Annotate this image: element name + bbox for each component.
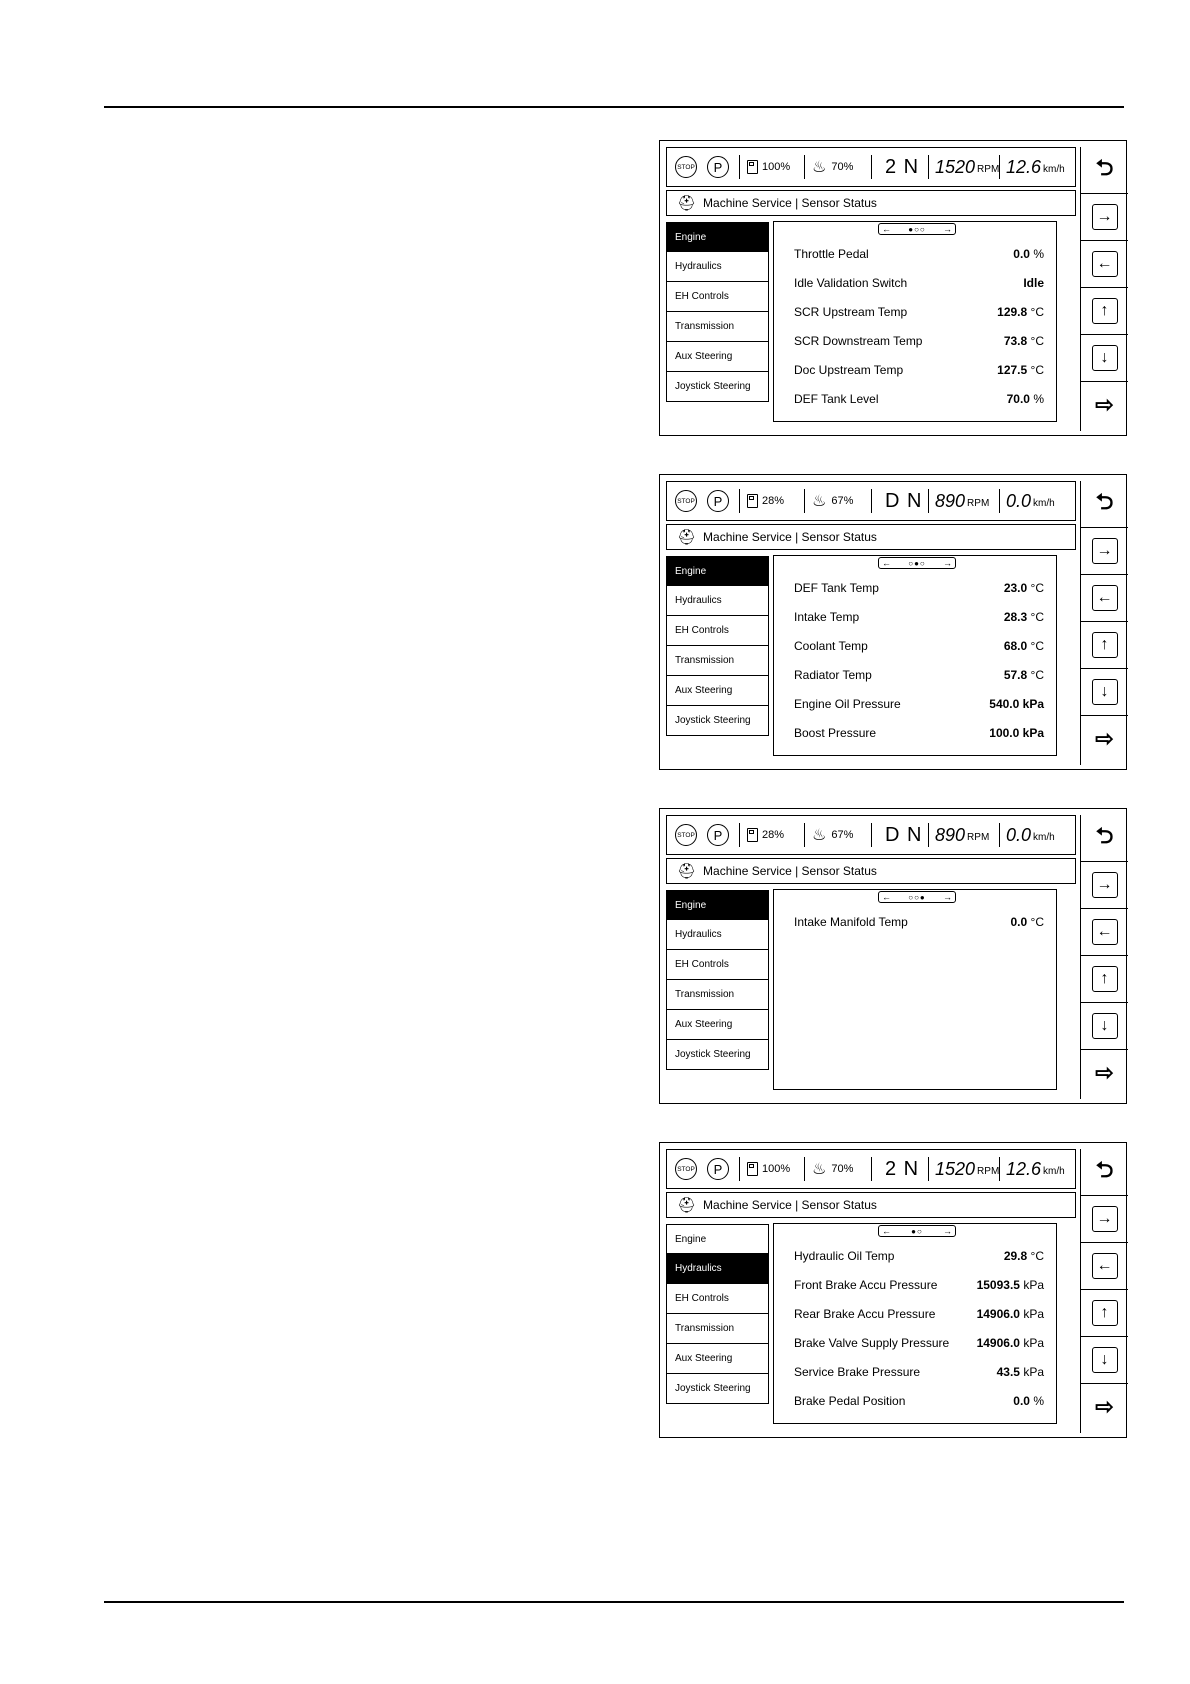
stop-icon: STOP (675, 490, 697, 512)
menu-item[interactable]: Joystick Steering (666, 1374, 769, 1404)
pager-right-icon: → (943, 224, 952, 234)
def-icon: ♨ (812, 1161, 827, 1178)
pager-left-icon: ← (882, 1226, 891, 1236)
divider (999, 823, 1000, 847)
sensor-value-wrap (989, 697, 1044, 711)
sensor-value: 15093.5 (976, 1277, 1020, 1292)
arrow-left-button[interactable] (1081, 909, 1128, 956)
sensor-value-wrap (1013, 1394, 1044, 1408)
service-icon: ⛑ (677, 195, 697, 212)
sensor-unit: °C (1030, 1248, 1044, 1263)
sensor-row (794, 689, 1044, 718)
rpm-unit: RPM (977, 163, 1000, 175)
divider (871, 489, 872, 513)
rpm-value: 1520 (935, 156, 976, 177)
menu-item[interactable]: Aux Steering (666, 1344, 769, 1374)
title-bar (666, 190, 1076, 216)
sensor-label: DEF Tank Temp (794, 580, 879, 595)
sensor-value: 23.0 (1003, 580, 1028, 595)
enter-button[interactable] (1081, 1050, 1128, 1096)
menu-item[interactable]: Aux Steering (666, 1010, 769, 1040)
fuel-level (747, 148, 790, 186)
sensor-row (794, 1386, 1044, 1415)
engine-rpm (935, 482, 989, 520)
sensor-list (794, 239, 1044, 413)
def-value: 67% (831, 829, 854, 841)
menu-item[interactable]: Joystick Steering (666, 372, 769, 402)
divider (928, 155, 929, 179)
menu-item[interactable]: Engine (666, 1224, 769, 1254)
fuel-level (747, 816, 784, 854)
sensor-label: Radiator Temp (794, 667, 872, 682)
engine-rpm (935, 816, 989, 854)
arrow-down-icon: ↓ (1092, 1013, 1118, 1039)
arrow-right-button[interactable] (1081, 194, 1128, 241)
sensor-value-wrap (1004, 1249, 1044, 1263)
sensor-row (794, 355, 1044, 384)
fuel-value: 28% (762, 495, 785, 507)
category-menu (666, 890, 769, 1070)
sensor-value: 540.0 kPa (989, 696, 1044, 711)
service-icon: ⛑ (677, 1197, 697, 1214)
navigation-buttons (1080, 815, 1128, 1099)
gear-indicator: D N (885, 823, 923, 846)
sensor-label: DEF Tank Level (794, 391, 879, 406)
def-icon: ♨ (812, 827, 827, 844)
menu-item[interactable]: Transmission (666, 646, 769, 676)
back-button[interactable] (1081, 481, 1128, 528)
sensor-unit: kPa (1023, 1306, 1044, 1321)
menu-item[interactable]: EH Controls (666, 616, 769, 646)
sensor-unit: °C (1030, 609, 1044, 624)
sensor-value-wrap (997, 1365, 1044, 1379)
arrow-up-icon: ↑ (1092, 298, 1118, 324)
speed-unit: km/h (1033, 831, 1055, 843)
speed-value: 12.6 (1006, 156, 1042, 177)
sensor-value-wrap (977, 1307, 1044, 1321)
divider (928, 823, 929, 847)
pager-dots: ●○ (911, 1226, 923, 1236)
menu-item[interactable]: Aux Steering (666, 342, 769, 372)
fuel-icon (747, 160, 758, 174)
enter-button[interactable] (1081, 1384, 1128, 1430)
fuel-icon (747, 828, 758, 842)
speed-unit: km/h (1043, 1165, 1065, 1177)
arrow-left-icon: ← (1092, 251, 1118, 277)
sensor-value: 68.0 (1003, 638, 1028, 653)
arrow-up-icon: ↑ (1092, 966, 1118, 992)
def-level (812, 148, 853, 186)
arrow-down-icon: ↓ (1092, 1347, 1118, 1373)
sensor-panel (773, 1223, 1057, 1424)
fuel-value: 100% (762, 1163, 791, 1175)
sensor-value: 14906.0 (976, 1335, 1020, 1350)
back-button[interactable] (1081, 1149, 1128, 1196)
sensor-value-wrap (1011, 915, 1045, 929)
status-bar (666, 1149, 1076, 1189)
engine-rpm (935, 148, 999, 186)
parking-brake-icon: P (707, 1158, 729, 1180)
arrow-left-icon: ← (1092, 585, 1118, 611)
def-icon: ♨ (812, 159, 827, 176)
sensor-label: Throttle Pedal (794, 246, 869, 261)
enter-icon: ⇨ (1095, 726, 1114, 751)
sensor-status-screen (659, 808, 1127, 1104)
sensor-unit: kPa (1023, 1277, 1044, 1292)
back-icon: ⮌ (1095, 489, 1114, 514)
sensor-unit: kPa (1023, 1335, 1044, 1350)
sensor-label: Rear Brake Accu Pressure (794, 1306, 936, 1321)
sensor-list (794, 573, 1044, 747)
arrow-left-icon: ← (1092, 919, 1118, 945)
sensor-status-screen (659, 474, 1127, 770)
pager-left-icon: ← (882, 558, 891, 568)
sensor-unit: % (1033, 391, 1044, 406)
sensor-value: 73.8 (1003, 333, 1028, 348)
menu-item[interactable]: EH Controls (666, 282, 769, 312)
sensor-value-wrap (977, 1336, 1044, 1350)
title-bar (666, 1192, 1076, 1218)
status-bar (666, 481, 1076, 521)
arrow-down-button[interactable] (1081, 1003, 1128, 1050)
sensor-unit: °C (1030, 667, 1044, 682)
def-value: 70% (831, 1163, 854, 1175)
divider (804, 489, 805, 513)
menu-item[interactable]: Engine (666, 890, 769, 920)
def-value: 67% (831, 495, 854, 507)
sensor-unit: °C (1030, 638, 1044, 653)
arrow-left-button[interactable] (1081, 241, 1128, 288)
fuel-value: 28% (762, 829, 785, 841)
def-icon: ♨ (812, 493, 827, 510)
category-menu (666, 222, 769, 402)
menu-item[interactable]: Engine (666, 556, 769, 586)
page-indicator[interactable] (878, 557, 956, 569)
sensor-row (794, 718, 1044, 747)
sensor-unit: °C (1030, 914, 1044, 929)
arrow-right-icon: → (1092, 872, 1118, 898)
divider (928, 489, 929, 513)
def-level (812, 482, 853, 520)
menu-item[interactable]: Hydraulics (666, 586, 769, 616)
sensor-value: 14906.0 (976, 1306, 1020, 1321)
speed-value: 0.0 (1006, 490, 1032, 511)
sensor-label: Hydraulic Oil Temp (794, 1248, 895, 1263)
arrow-right-button[interactable] (1081, 1196, 1128, 1243)
category-menu (666, 1224, 769, 1404)
arrow-left-button[interactable] (1081, 1243, 1128, 1290)
back-icon: ⮌ (1095, 155, 1114, 180)
arrow-left-icon: ← (1092, 1253, 1118, 1279)
sensor-list (794, 907, 1044, 936)
arrow-up-icon: ↑ (1092, 1300, 1118, 1326)
page-indicator[interactable] (878, 891, 956, 903)
divider (999, 489, 1000, 513)
menu-item[interactable]: Transmission (666, 312, 769, 342)
divider (871, 155, 872, 179)
sensor-value: 0.0 (1010, 914, 1028, 929)
sensor-value: 57.8 (1003, 667, 1028, 682)
sensor-label: Coolant Temp (794, 638, 868, 653)
rpm-value: 890 (935, 824, 966, 845)
divider (871, 823, 872, 847)
sensor-value-wrap (1023, 276, 1044, 290)
pager-right-icon: → (943, 558, 952, 568)
sensor-unit: % (1033, 1393, 1044, 1408)
engine-rpm (935, 1150, 999, 1188)
divider (804, 823, 805, 847)
status-bar (666, 815, 1076, 855)
sensor-row (794, 573, 1044, 602)
menu-item[interactable]: EH Controls (666, 1284, 769, 1314)
sensor-value: 0.0 (1013, 246, 1030, 261)
menu-item[interactable]: Hydraulics (666, 920, 769, 950)
def-level (812, 816, 853, 854)
parking-brake-icon: P (707, 824, 729, 846)
sensor-unit: °C (1030, 580, 1044, 595)
speed-value: 0.0 (1006, 824, 1032, 845)
sensor-unit: kPa (1023, 1364, 1044, 1379)
sensor-row (794, 1357, 1044, 1386)
menu-item[interactable]: Transmission (666, 1314, 769, 1344)
ground-speed (1006, 148, 1065, 186)
pager-left-icon: ← (882, 224, 891, 234)
sensor-value: 28.3 (1003, 609, 1028, 624)
speed-unit: km/h (1043, 163, 1065, 175)
menu-item[interactable]: EH Controls (666, 950, 769, 980)
enter-icon: ⇨ (1095, 1394, 1114, 1419)
gear-indicator: D N (885, 489, 923, 512)
back-button[interactable] (1081, 147, 1128, 194)
sensor-value: 29.8 (1003, 1248, 1028, 1263)
page-title: Machine Service | Sensor Status (703, 864, 877, 878)
sensor-value: Idle (1023, 275, 1044, 290)
menu-item[interactable]: Aux Steering (666, 676, 769, 706)
fuel-icon (747, 494, 758, 508)
sensor-value-wrap (1004, 668, 1044, 682)
sensor-label: Brake Pedal Position (794, 1393, 906, 1408)
arrow-down-icon: ↓ (1092, 345, 1118, 371)
gear-indicator: 2 N (885, 1157, 920, 1180)
sensor-unit: °C (1030, 333, 1044, 348)
back-icon: ⮌ (1095, 1157, 1114, 1182)
navigation-buttons (1080, 147, 1128, 431)
pager-right-icon: → (943, 892, 952, 902)
status-bar (666, 147, 1076, 187)
sensor-row (794, 631, 1044, 660)
pager-dots: ○●○ (908, 558, 926, 568)
sensor-value-wrap (1007, 392, 1044, 406)
back-button[interactable] (1081, 815, 1128, 862)
footer-rule (104, 1601, 1124, 1603)
navigation-buttons (1080, 481, 1128, 765)
sensor-value-wrap (1013, 247, 1044, 261)
arrow-down-button[interactable] (1081, 335, 1128, 382)
sensor-value-wrap (997, 305, 1044, 319)
enter-button[interactable] (1081, 382, 1128, 428)
parking-brake-icon: P (707, 490, 729, 512)
arrow-up-button[interactable] (1081, 956, 1128, 1003)
service-icon: ⛑ (677, 529, 697, 546)
ground-speed (1006, 482, 1055, 520)
arrow-up-button[interactable] (1081, 622, 1128, 669)
speed-value: 12.6 (1006, 1158, 1042, 1179)
menu-item[interactable]: Transmission (666, 980, 769, 1010)
divider (999, 1157, 1000, 1181)
stop-icon: STOP (675, 1158, 697, 1180)
fuel-level (747, 482, 784, 520)
page-title: Machine Service | Sensor Status (703, 1198, 877, 1212)
fuel-value: 100% (762, 161, 791, 173)
page-title: Machine Service | Sensor Status (703, 196, 877, 210)
speed-unit: km/h (1033, 497, 1055, 509)
rpm-value: 1520 (935, 1158, 976, 1179)
sensor-status-screen (659, 1142, 1127, 1438)
divider (739, 1157, 740, 1181)
sensor-row (794, 326, 1044, 355)
sensor-row (794, 239, 1044, 268)
sensor-row (794, 1270, 1044, 1299)
gear-indicator: 2 N (885, 155, 920, 178)
menu-item[interactable]: Hydraulics (666, 252, 769, 282)
sensor-value-wrap (997, 363, 1044, 377)
stop-icon: STOP (675, 824, 697, 846)
sensor-value: 129.8 (997, 304, 1028, 319)
divider (804, 1157, 805, 1181)
sensor-value-wrap (989, 726, 1044, 740)
sensor-label: Front Brake Accu Pressure (794, 1277, 938, 1292)
arrow-right-icon: → (1092, 538, 1118, 564)
sensor-label: Doc Upstream Temp (794, 362, 904, 377)
sensor-row (794, 384, 1044, 413)
arrow-right-button[interactable] (1081, 528, 1128, 575)
sensor-unit: °C (1030, 304, 1044, 319)
sensor-row (794, 602, 1044, 631)
sensor-value: 0.0 (1013, 1393, 1030, 1408)
rpm-unit: RPM (967, 497, 990, 509)
pager-dots: ○○● (908, 892, 926, 902)
sensor-value-wrap (1004, 610, 1044, 624)
divider (739, 155, 740, 179)
def-level (812, 1150, 853, 1188)
ground-speed (1006, 1150, 1065, 1188)
menu-item[interactable]: Engine (666, 222, 769, 252)
menu-item[interactable]: Joystick Steering (666, 1040, 769, 1070)
arrow-right-icon: → (1092, 204, 1118, 230)
arrow-up-button[interactable] (1081, 1290, 1128, 1337)
sensor-label: Intake Manifold Temp (794, 914, 908, 929)
sensor-panel (773, 221, 1057, 422)
arrow-down-icon: ↓ (1092, 679, 1118, 705)
sensor-unit: % (1033, 246, 1044, 261)
stop-icon: STOP (675, 156, 697, 178)
sensor-row (794, 1241, 1044, 1270)
page-title: Machine Service | Sensor Status (703, 530, 877, 544)
page-indicator[interactable] (878, 1225, 956, 1237)
sensor-value-wrap (1004, 639, 1044, 653)
ground-speed (1006, 816, 1055, 854)
menu-item[interactable]: Hydraulics (666, 1254, 769, 1284)
sensor-status-screen (659, 140, 1127, 436)
rpm-unit: RPM (977, 1165, 1000, 1177)
sensor-label: Engine Oil Pressure (794, 696, 901, 711)
sensor-list (794, 1241, 1044, 1415)
fuel-level (747, 1150, 790, 1188)
sensor-value-wrap (1004, 334, 1044, 348)
back-icon: ⮌ (1095, 823, 1114, 848)
parking-brake-icon: P (707, 156, 729, 178)
sensor-value: 70.0 (1006, 391, 1030, 406)
rpm-unit: RPM (967, 831, 990, 843)
sensor-panel (773, 889, 1057, 1090)
sensor-row (794, 1299, 1044, 1328)
divider (999, 155, 1000, 179)
sensor-row (794, 1328, 1044, 1357)
arrow-down-button[interactable] (1081, 1337, 1128, 1384)
sensor-row (794, 907, 1044, 936)
sensor-row (794, 268, 1044, 297)
sensor-label: SCR Downstream Temp (794, 333, 923, 348)
arrow-right-icon: → (1092, 1206, 1118, 1232)
menu-item[interactable]: Joystick Steering (666, 706, 769, 736)
arrow-down-button[interactable] (1081, 669, 1128, 716)
title-bar (666, 858, 1076, 884)
header-rule (104, 106, 1124, 108)
sensor-value-wrap (1004, 581, 1044, 595)
page-indicator[interactable] (878, 223, 956, 235)
divider (804, 155, 805, 179)
sensor-label: Brake Valve Supply Pressure (794, 1335, 950, 1350)
arrow-up-button[interactable] (1081, 288, 1128, 335)
rpm-value: 890 (935, 490, 966, 511)
category-menu (666, 556, 769, 736)
sensor-label: Boost Pressure (794, 725, 877, 740)
enter-icon: ⇨ (1095, 392, 1114, 417)
pager-left-icon: ← (882, 892, 891, 902)
sensor-value-wrap (977, 1278, 1044, 1292)
sensor-label: SCR Upstream Temp (794, 304, 908, 319)
def-value: 70% (831, 161, 854, 173)
sensor-value: 100.0 kPa (989, 725, 1044, 740)
pager-right-icon: → (942, 1226, 952, 1236)
sensor-label: Service Brake Pressure (794, 1364, 921, 1379)
arrow-right-button[interactable] (1081, 862, 1128, 909)
sensor-row (794, 660, 1044, 689)
arrow-up-icon: ↑ (1092, 632, 1118, 658)
enter-icon: ⇨ (1095, 1060, 1114, 1085)
navigation-buttons (1080, 1149, 1128, 1433)
sensor-label: Intake Temp (794, 609, 860, 624)
sensor-unit: °C (1030, 362, 1044, 377)
service-icon: ⛑ (677, 863, 697, 880)
divider (739, 823, 740, 847)
divider (739, 489, 740, 513)
divider (928, 1157, 929, 1181)
fuel-icon (747, 1162, 758, 1176)
sensor-panel (773, 555, 1057, 756)
sensor-row (794, 297, 1044, 326)
sensor-value: 43.5 (996, 1364, 1020, 1379)
sensor-value: 127.5 (997, 362, 1028, 377)
pager-dots: ●○○ (908, 224, 926, 234)
title-bar (666, 524, 1076, 550)
divider (871, 1157, 872, 1181)
sensor-label: Idle Validation Switch (794, 275, 908, 290)
enter-button[interactable] (1081, 716, 1128, 762)
arrow-left-button[interactable] (1081, 575, 1128, 622)
